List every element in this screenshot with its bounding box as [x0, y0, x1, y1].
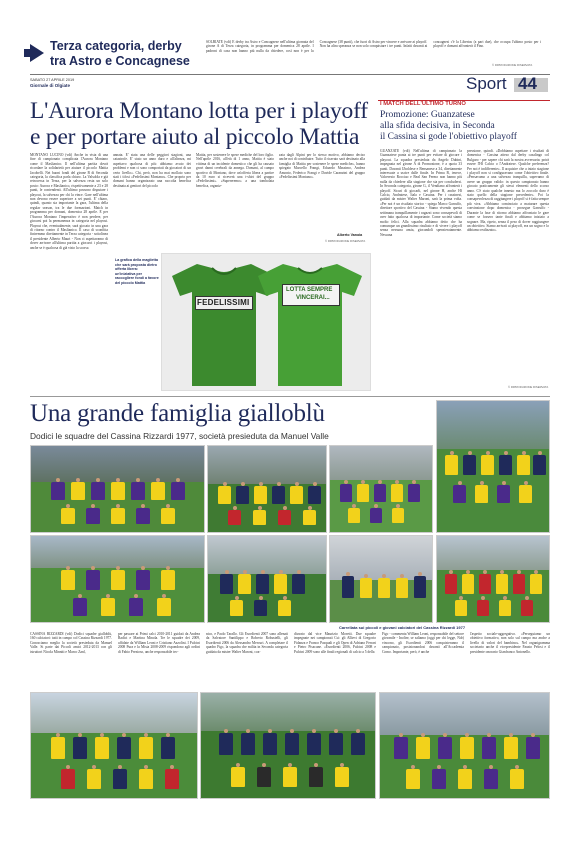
- main-body-col-3: Mattia, per sostenere le spese mediche del loro figlio. Nell'aprile 2016, all'età di 1 anno, Mattia è stato vittima di un incidente domestico che gli ha causato gravi danni cerebrali da annega. Domani, al campo sportivo di Montano, dove un'offerta libera a partire da 10 euro si riceverà una t-shirt del gruppo «Fedelissimi». «Supereremo» a una tombolata benefica, organiz-: [196, 153, 274, 188]
- team-photo-4: [436, 400, 550, 533]
- side-body-col-2: pressione, quindi. «Dobbiamo aspettare i risultati di domenica - Cassina atteso dal derby casalingo col Bulgaro - per sapere chi sarà la nostra avversaria: potrà essere l'Hf Calcio o l'Andratese. Qualche preferenza? Per noi è indifferente». Il acquisire che a inizio stagione i playoff non si configuravano come l'obiettivo finale. «Pensavamo a una salvezza tranquilla, sapevamo di avere un gruppo valido: in questo campionato hanno giocato praticamente gli stessi elementi dello scorso anno. C'è stato qualche innesto ma lo zoccolo duro è stato quello della stagione precedente». Poi la consapevolezza di raggiungere i playoff si è fatta sempre più viva. «Abbiamo cominciato a maturare questa convinzione dopo domenica - prosegue Garruffo - Durante la fase di ritorno abbiamo affrontato le gare come se fossero tante finali e abbiamo iniziato a sognare. Ma, ripeto, senza il peso di dover raggiungere un obiettivo. Siamo arrivati ai playoff, era un sogno e lo abbiamo realizzato».: [467, 149, 549, 233]
- main-headline-line-2: e per portare aiuto al piccolo Mattia: [30, 124, 360, 150]
- side-headline-line-1: Promozione: Guanzatese: [380, 110, 475, 120]
- family-body-col-4: diuvato dal vice Maurizio Moretti. Due squadre impegnate nei campionati Csi: gli Allievi di Gregorio Fidanza e Franco Pasquali e gli Open di Adriano Ferrari e Pietro Pisacane. «Esordienti 2006, Pulcini 2008 e Pulcini 2009 sono alle finali regionali di calcio a 5 della: [294, 632, 376, 654]
- tshirt-front-text-1: LOTTA SEMPRE: [286, 287, 333, 293]
- team-photo-9: [30, 692, 198, 799]
- arrow-icon-bar: [24, 49, 32, 57]
- team-photo-2: [207, 445, 327, 533]
- team-photo-8: [436, 535, 550, 623]
- family-divider: [30, 396, 550, 397]
- main-author: Alberto Vanoia: [337, 233, 363, 237]
- team-photo-6: [207, 535, 327, 623]
- team-photo-11: [379, 692, 550, 799]
- team-photo-1: [30, 445, 205, 533]
- family-body-col-2: per passare ai Primi calci 2010-2011 guidati da Andrea Radici e Martina Minola. Tre le squadre dei 2009, affidate da William Leoni e Cristiano Azzolini. I Pulcini 2008 Pura e la Mista 2008-2009 rispondono agli ordini di Fabio Prezioso, anche responsabile tec-: [118, 632, 200, 654]
- kicker-line-1: Terza categoria, derby: [50, 39, 182, 53]
- family-body-col-6: l'aspetto sociale-aggregativo. «Perseguiamo un obiettivo formativo, non solo sul campo ma anche a livello di valori del bambino». Nel organigramma societario anche il vicepresidente Fausto Pelosi e il presidente onorario Gianfranco Antonello.: [470, 632, 550, 654]
- kicker-line-2: tra Astro e Concagnese: [50, 54, 190, 68]
- main-credit: © RIPRODUZIONE RISERVATA: [325, 239, 366, 243]
- family-body-col-5: Figc - commenta William Leoni, responsabile del settore giovanile - Inoltre, se saliamo (oggi per chi legge, Ndr) vincono, gli Esordienti 2006 conquisteranno il campionato, posizionandosi davanti all'Accademia Como. Importante, però, è anche: [382, 632, 464, 654]
- kicker-block: [30, 36, 210, 70]
- tshirt-front-text-2: VINCERAI...: [296, 295, 330, 301]
- team-photo-7: [329, 535, 433, 623]
- main-body-col-1: MONTANO LUCINO (vdi) Anche in vista di una fine di campionato complicata l'Aurora Montano come il Maslianico. Il nell'ultima partita dovrà ricordare la solidarietà per aiutare il piccolo Mattia Jacobelli. Nei buoni fondi del girone B di Seconda categoria, la classifica parla chiaro. La Valsolda e già retrocessa in Terza, per la salvezza resta un solo posto: Aurora e Maslianico, rispettivamente a 23 e 28 punti, le contendenti. All'ultimo possono disputare i playout, la salvezza per chi la vince. Gare nell'ultima non devono essere superiore a sei punti. E' chiaro, quindi, quanto sia importante la gara, l'ultima della regular season, tra le due formazioni. Match in programma per domani, domenica 28 aprile. E per l'Aurora Montano l'imperativo è non perdere, per giocarsi poi la permanenza in categoria nel playout. Playout che, eventualmente, sarà giocato in una gara di ritorno contro il Maslianico. Il caso di sconfitta finiremmo direttamente in Terza categoria - sottolinea il presidente Alberto Mauri - Non ci aspettavamo di dover arrivare all'ultima partita a giocarci i playout, anche se è qualcosa di già visto la scorsa: [30, 153, 108, 250]
- family-subhead: Dodici le squadre del Cassina Rizzardi 1977, società presieduta da Manuel Valle: [30, 431, 329, 441]
- tshirt-back-text: FEDELISSIMI: [197, 298, 250, 307]
- side-credit: © RIPRODUZIONE RISERVATA: [508, 385, 549, 389]
- main-headline-line-1: L'Aurora Montano lotta per i playoff: [30, 98, 368, 124]
- family-body-col-3: nico, e Paolo Tarallo. Gli Esordienti 2007 sono allenati da Salvatore Santilippo e Roberto Robustelli, gli Esordienti 2006 da Alessandro Mercuri. A completare il quadro Figc, la squadra che milita in Seconda categoria guidata da mister Walter Maroni, coa-: [206, 632, 288, 654]
- team-photo-10: [200, 692, 376, 799]
- team-photo-5: [30, 535, 205, 623]
- paper-name: Giornale di Olgiate: [30, 83, 71, 88]
- section-title: Sport: [466, 74, 507, 93]
- tshirt-graphic: [161, 253, 371, 391]
- family-headline: Una grande famiglia gialloblù: [30, 400, 325, 427]
- issue-date: SABATO 27 APRILE 2019: [30, 78, 75, 82]
- side-headline-line-3: il Cassina si gode l'obiettivo playoff: [380, 132, 517, 142]
- arrow-icon: [30, 44, 44, 62]
- side-label: I MATCH DELL'ULTIMO TURNO: [380, 101, 466, 107]
- side-body-col-1: GUANZATE (vdi) Nell'ultima di campionato la Guanzatese punta ai tre punti per evitare di giocare i playout. La squadra presieduta da Angelo Dubini, impegnata nel girone A di Promozione, è a quota 33 punti. Davanti Uboldese e Bensanese a 34, direttamente interessate a uscire dalle finale. In Prima B, invece, Valceresio Rocciao e Beal San Fermo non hanno più nulla da chiedere alla stagione che sta per concludersi. In Seconda categoria, girone G, il Vendiano affronterà i playoff. Sicuri di giocarli, nel girone H, anche Hf Calcio, Andratese, Itala e Cassina. Per i cassinesi, guidati da mister Walter Maroni, sarà la prima volta. «Per noi è un risultato storico - spiega Marco Garruffo, direttore sportivo del Cassina - Siamo vivendo questa settimana tranquillamente i ragazzi sono consapevoli di aver fatto qualcosa di importante. Come società siamo molto felici. Alla squadra abbiamo detto che ha comunque un grandissimo risultato e di vivere i playoff senza nessuna ansia, giocandoli spensieratamente. Nessuna: [380, 149, 462, 237]
- tshirt-caption: La grafica della maglietta che sarà proposta dietro offerta libera: un'iniziativa per raccogliere fondi a favore del piccolo Mattia: [115, 258, 159, 285]
- side-headline-line-2: alla sfida decisiva, in Seconda: [380, 121, 495, 131]
- family-body-col-1: CASSINA RIZZARDI (vdi) Dodici squadre gialloblù, 160 calciatori: tutti in campo col Cassina Rizzardi 1977. Conosciamo meglio la società presieduta da Manuel Valle. Si parte dai Piccoli amici 2012-2013 con gli istruttori Nicola Minniti e Marco Zanl,: [30, 632, 112, 654]
- team-photo-3: [329, 445, 433, 533]
- kicker-credit: © RIPRODUZIONE RISERVATA: [492, 63, 533, 67]
- main-body-col-2: annata. E' stata una delle peggiori stagioni, una catastrofe. E' stato un anno duro e all'altezza, mi aspettavo qualcosa di più: abbiamo avuto dei problemi e non ci sono comportati da giocatori di un certo livello». Chi, però, non ha mai mollato sono stati i tifosi «Fedelissimi Montano». Che proprio per domani hanno organizzato una raccolta benefica destinata ai genitori del piccolo: [113, 153, 191, 188]
- kicker-text: SOLBIATE (vdi) È derby tra Astro e Concagnese nell'ultima giornata del girone A di Terza categoria, in programma per domenica 28 aprile. I padroni di casa non hanno più nulla da chiedere, così non è per la Concagnese (38 punti), che fuori di Astro per vincere e arrivare ai playoff. Non ha altra speranza se non solo conquistare i tre punti. Infatti davanti ai concagnesi c'è la Libertas (a pari due), che occupa l'ultimo posto per i playoff e domani affronterà il Fino.: [206, 40, 541, 53]
- page-number: 44: [518, 74, 537, 93]
- tshirt-shapes: [162, 254, 372, 392]
- main-body-col-4: zata dagli Alpini per lo stesso motivo, abbiamo deciso anche noi di contribuire. Tutto il ricavato sarà destinato alla famiglia di Mattia per sostenere le spese mediche», hanno spiegato Marcello Frangi, Edoardo Massimo, Andrea Amonto, Federico Frangi e Davide Caranzini del gruppo «Fedelissimi Montano».: [279, 153, 365, 180]
- family-photo-caption: Carrellata sui piccoli e giovani calciatori del Cassina Rizzardi 1977: [339, 625, 466, 630]
